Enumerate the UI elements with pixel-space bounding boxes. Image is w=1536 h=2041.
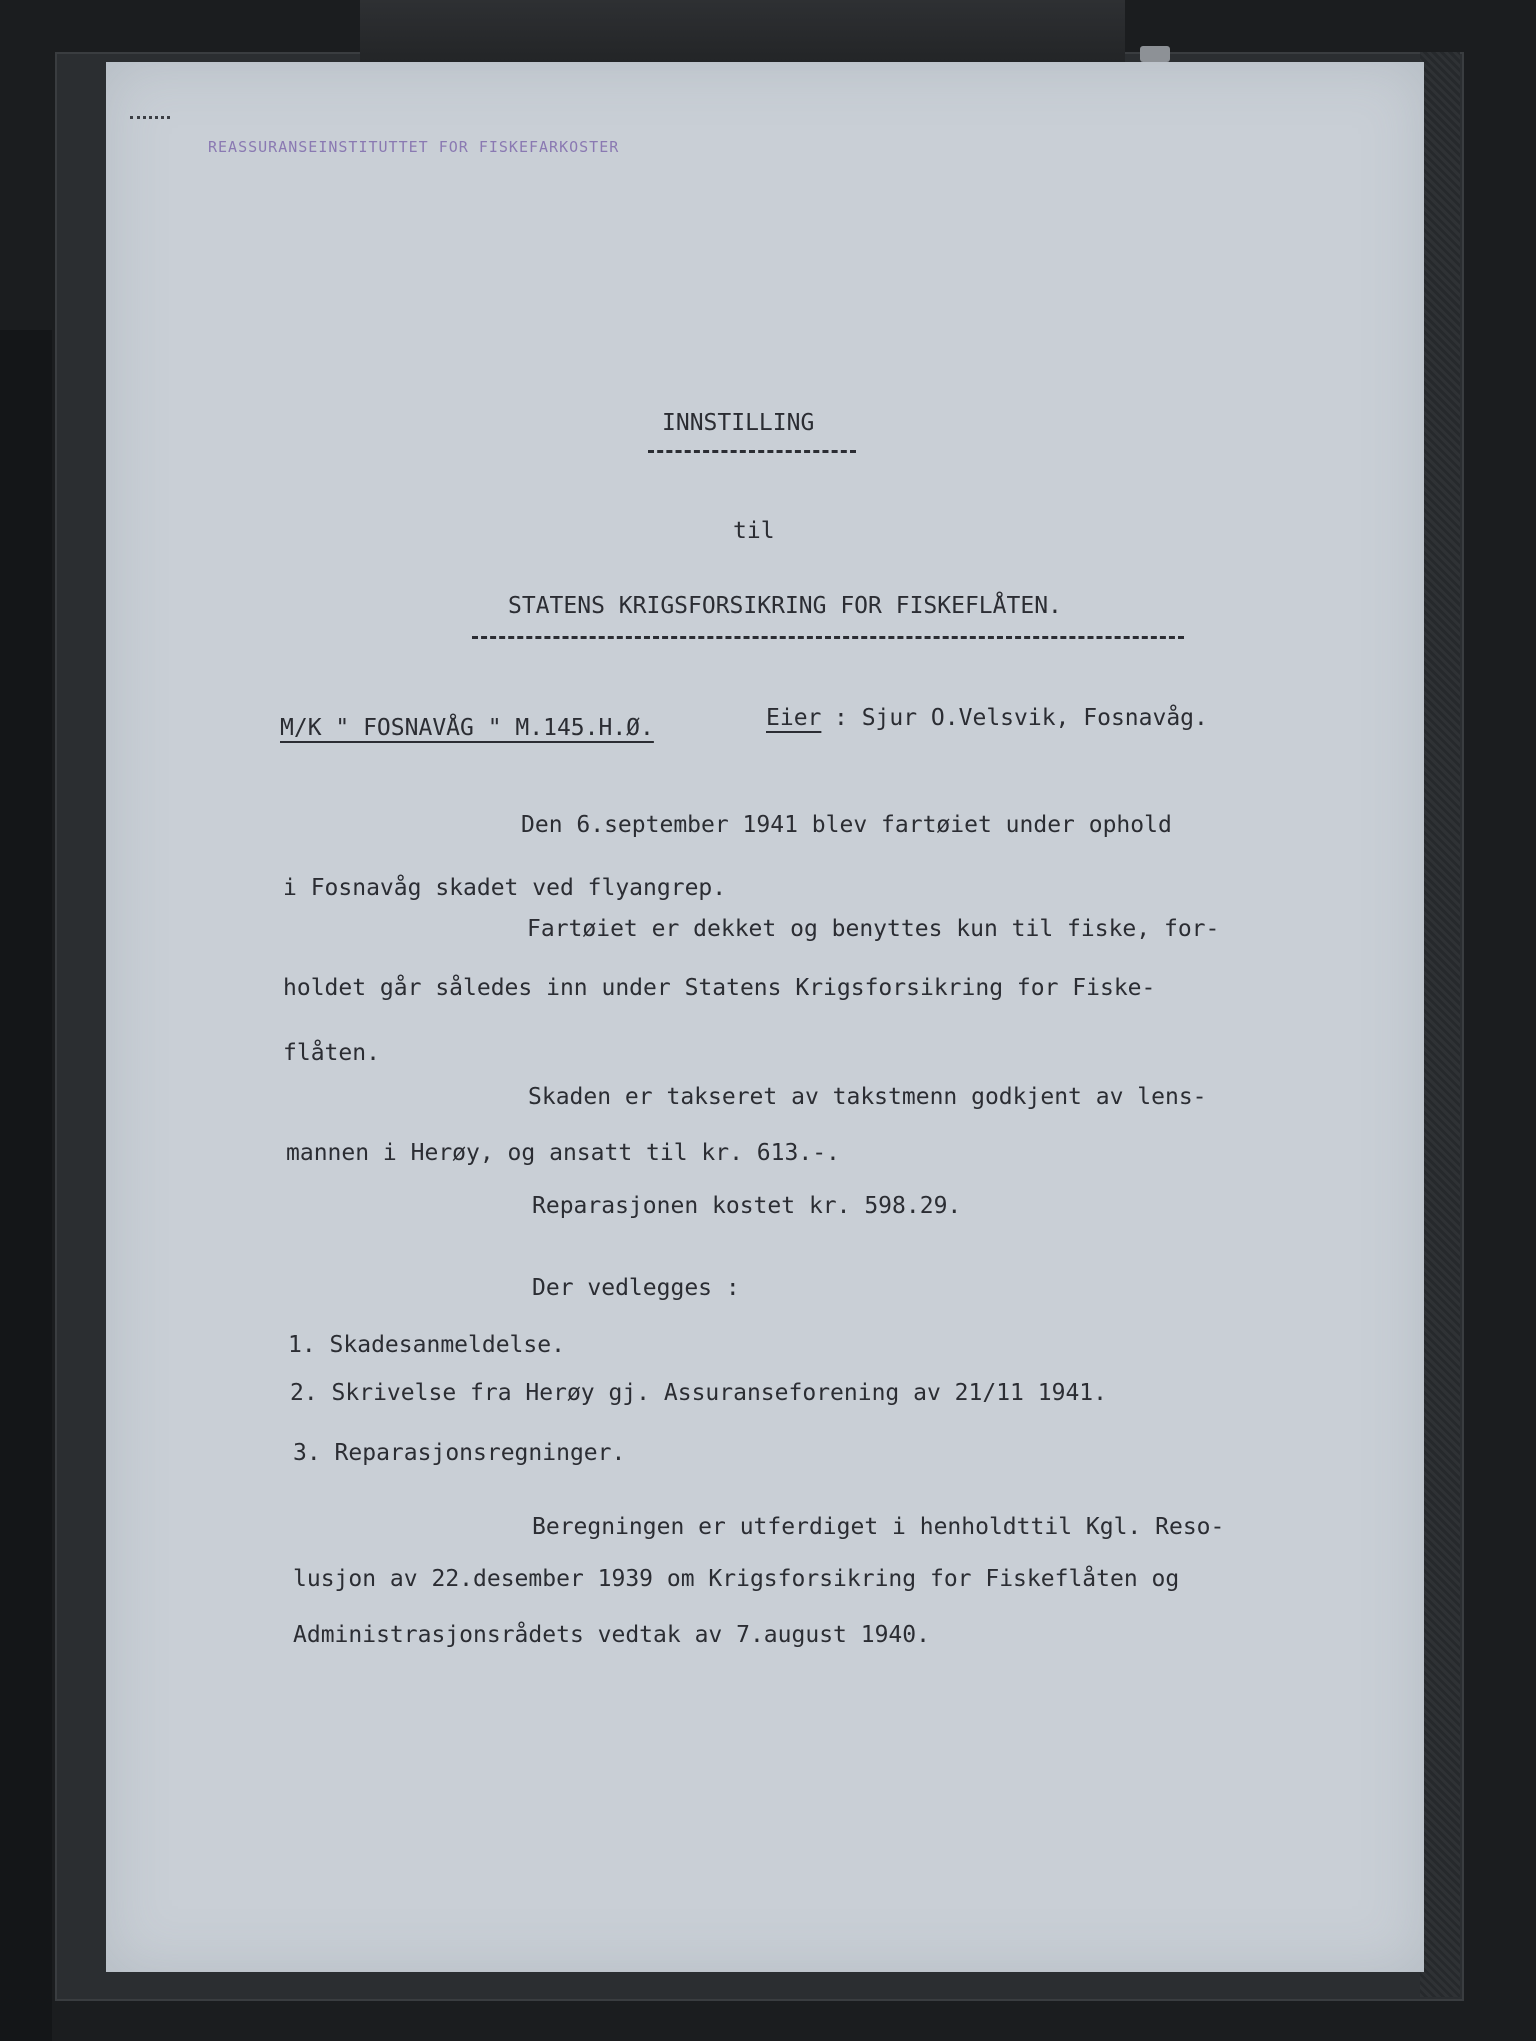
recipient-underline	[472, 636, 1184, 639]
closing-line: Administrasjonsrådets vedtak av 7.august 1940.	[293, 1622, 930, 1648]
paragraph-line: Fartøiet er dekket og benyttes kun til fiske, for-	[527, 916, 1220, 942]
paragraph-line: Skaden er takseret av takstmenn godkjent av lens-	[528, 1084, 1207, 1110]
closing-line: lusjon av 22.desember 1939 om Krigsforsikring for Fiskeflåten og	[293, 1566, 1180, 1592]
closing-line: Beregningen er utferdiget i henholdttil Kgl. Reso-	[532, 1514, 1225, 1540]
attachment-item: 1. Skadesanmeldelse.	[288, 1332, 565, 1358]
paragraph-line: flåten.	[283, 1040, 380, 1066]
binder-spine	[1420, 52, 1460, 1997]
left-edge-shadow	[0, 330, 52, 2041]
owner-info: : Sjur O.Velsvik, Fosnavåg.	[834, 705, 1208, 731]
paragraph-line: holdet går således inn under Statens Krigsforsikring for Fiske-	[283, 975, 1156, 1001]
clip-tab	[1140, 46, 1170, 62]
vessel-name: M/K " FOSNAVÅG " M.145.H.Ø.	[280, 715, 654, 741]
recipient-heading: STATENS KRIGSFORSIKRING FOR FISKEFLÅTEN.	[508, 593, 1062, 619]
paragraph-line: Reparasjonen kostet kr. 598.29.	[532, 1193, 962, 1219]
paragraph-line: Den 6.september 1941 blev fartøiet under ophold	[521, 812, 1172, 838]
institution-stamp: REASSURANSEINSTITUTTET FOR FISKEFARKOSTER	[208, 138, 620, 156]
document-title: INNSTILLING	[662, 410, 815, 436]
til-text: til	[733, 518, 775, 544]
paragraph-line: i Fosnavåg skadet ved flyangrep.	[283, 875, 727, 901]
owner-label: Eier	[766, 705, 822, 731]
attachment-item: 3. Reparasjonsregninger.	[293, 1440, 626, 1466]
attachment-item: 2. Skrivelse fra Herøy gj. Assuranseforening av 21/11 1941.	[290, 1380, 1107, 1406]
paragraph-line: mannen i Herøy, og ansatt til kr. 613.-.	[286, 1140, 840, 1166]
title-underline	[648, 450, 856, 453]
top-clip	[360, 0, 1125, 65]
pin-marks	[130, 116, 170, 123]
attachments-heading: Der vedlegges :	[532, 1275, 740, 1301]
document-page	[106, 62, 1424, 1972]
